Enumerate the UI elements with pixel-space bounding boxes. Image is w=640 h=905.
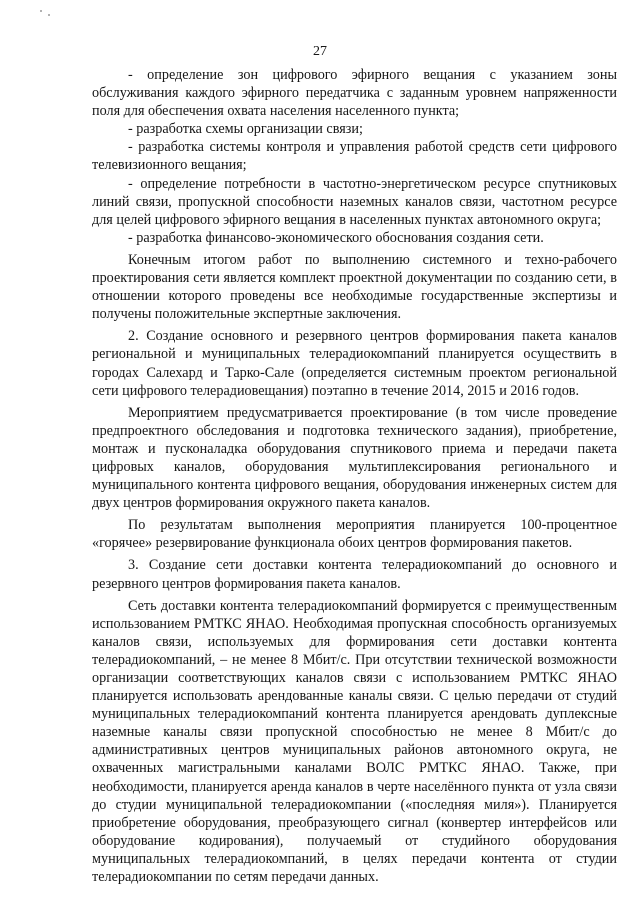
- scan-speck: [48, 14, 50, 16]
- document-body: [92, 66, 617, 886]
- paragraph-list-item-zones: - определение зон цифрового эфирного вещания с указанием зоны обслуживания каждого эфирного передатчика с заданным уровнем напряженности поля для обеспечения охвата населения населенного пункта;: [92, 67, 617, 120]
- page-number: 27: [313, 44, 327, 59]
- paragraph-delivery-network: Сеть доставки контента телерадиокомпаний формируется с преимущественным использованием РМТКС ЯНАО. Необходимая пропускная способность организуемых каналов связи, используемых для формирования сети доставки контента телерадиокомпаний, – не менее 8 Мбит/с. При отсутствии технической возможности организации соответствующих каналов связи с использованием РМТКС ЯНАО планируется использовать арендованные каналы связи. С целью передачи от студий муниципальных телерадиокомпаний контента планируется арендовать дуплексные наземные каналы связи пропускной способностью не менее 8 Мбит/с до административных центров муниципальных районов автономного округа, не охваченных магистральными каналами ВОЛС РМТКС ЯНАО. Также, при необходимости, планируется аренда каналов в черте населённого пункта от узла связи до студии муниципальной телерадиокомпании («последняя миля»). Планируется приобретение оборудования, преобразующего сигнал (конвертер интерфейсов или оборудование кодирования), получаемый от студийного оборудования муниципальных телерадиокомпаний, в целях передачи контента от студии телерадиокомпании по сетям передачи данных.: [92, 597, 617, 886]
- paragraph-result: Конечным итогом работ по выполнению системного и техно-рабочего проектирования сети является комплект проектной документации по созданию сети, в отношении которого проведены все необходимые государственные экспертизы и получены положительные экспертные заключения.: [92, 251, 617, 323]
- paragraph-list-item-control: - разработка системы контроля и управления работой средств сети цифрового телевизионного вещания;: [92, 139, 617, 174]
- paragraph-item-2: 2. Создание основного и резервного центров формирования пакета каналов региональной и муниципальных телерадиокомпаний планируется осуществить в городах Салехард и Тарко-Сале (определяется системным проектом региональной сети цифрового телерадиовещания) поэтапно в течение 2014, 2015 и 2016 годов.: [92, 328, 617, 399]
- paragraph-list-item-resources: - определение потребности в частотно-энергетическом ресурсе спутниковых линий связи, пропускной способности наземных каналов связи, частотном ресурсе для целей цифрового эфирного вещания в населенных пунктах автономного округа;: [92, 175, 617, 228]
- paragraph-item-3: 3. Создание сети доставки контента телерадиокомпаний до основного и резервного центров формирования пакета каналов.: [92, 557, 617, 592]
- paragraph-measures: Мероприятием предусматривается проектирование (в том числе проведение предпроектного обследования и подготовка технического задания), приобретение, монтаж и пусконаладка оборудования спутникового приема и передачи пакета цифровых каналов, оборудования мультиплексирования регионального и муниципального контента цифрового вещания, оборудования инженерных систем для двух центров формирования окружного пакета каналов.: [92, 404, 617, 512]
- paragraph-reservation: По результатам выполнения мероприятия планируется 100-процентное «горячее» резервирование функционала обоих центров формирования пакетов.: [92, 517, 617, 552]
- scan-speck: [40, 10, 42, 12]
- paragraph-list-item-scheme: - разработка схемы организации связи;: [128, 121, 363, 138]
- paragraph-list-item-finance: - разработка финансово-экономического обоснования создания сети.: [128, 229, 544, 246]
